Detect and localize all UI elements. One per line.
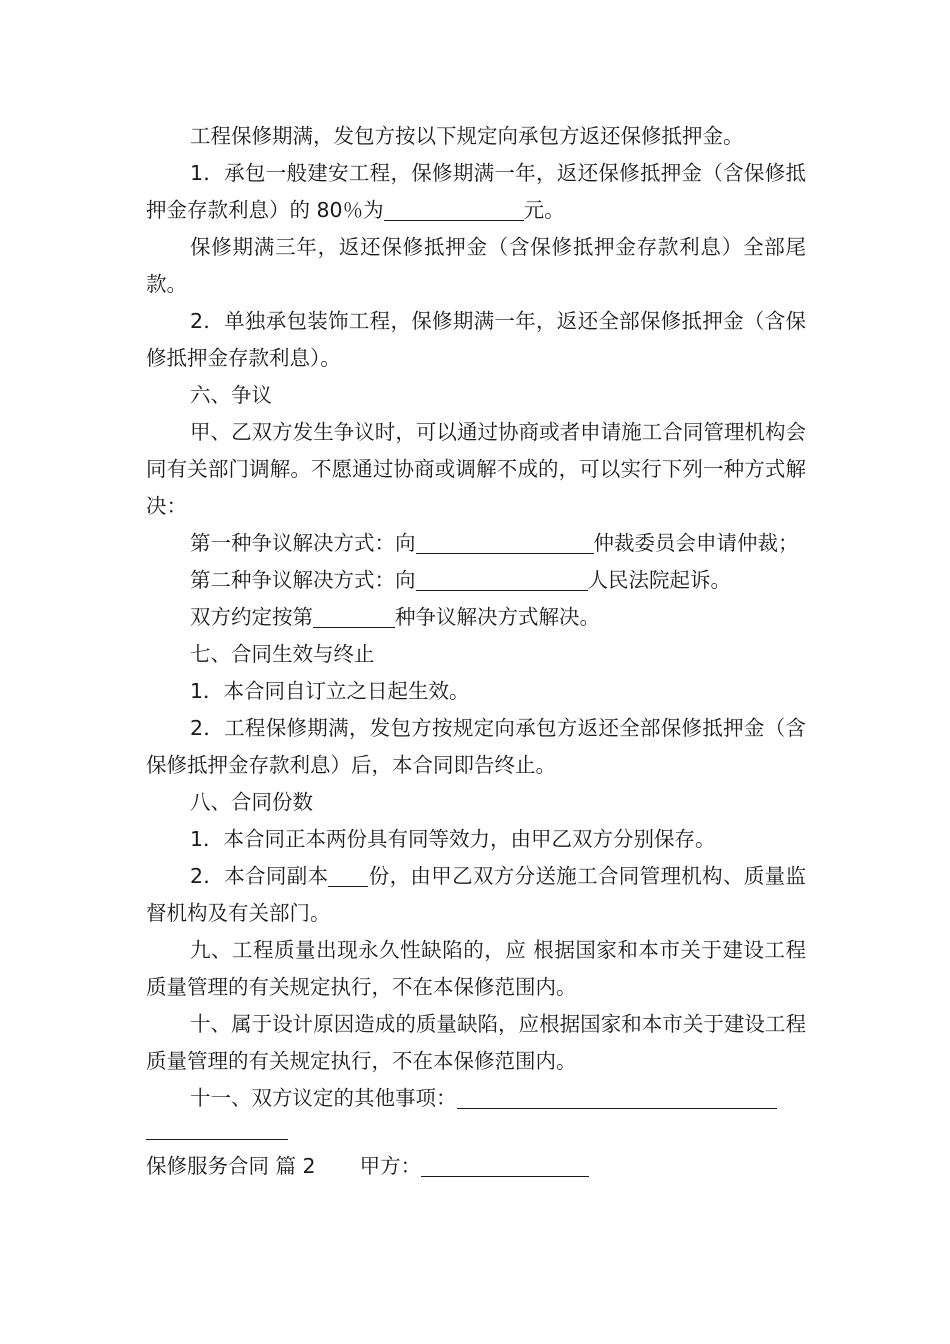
- paragraph-other-matters: [146, 1080, 806, 1117]
- paragraph-design-defect: 十、属于设计原因造成的质量缺陷，应根据国家和本市关于建设工程质量管理的有关规定执行，不在本保修范围内。: [146, 1012, 806, 1073]
- next-contract-header: [146, 1148, 806, 1185]
- contract-title: 保修服务合同 篇 2: [146, 1154, 316, 1178]
- text-segment: 仲裁委员会申请仲裁；: [593, 531, 799, 555]
- method-number-blank[interactable]: [313, 603, 395, 628]
- paragraph-duplicates: [146, 858, 806, 932]
- copies-count-blank[interactable]: [328, 862, 368, 887]
- paragraph-termination: 2．工程保修期满，发包方按规定向承包方返还全部保修抵押金（含保修抵押金存款利息）后，本合同即告终止。: [146, 716, 806, 777]
- text-segment: 十一、双方议定的其他事项：: [190, 1086, 457, 1110]
- paragraph-effective: 1．本合同自订立之日起生效。: [190, 679, 470, 703]
- paragraph-dispute: 甲、乙双方发生争议时，可以通过协商或者申请施工合同管理机构会同有关部门调解。不愿通过协商或调解不成的，可以实行下列一种方式解决：: [146, 420, 806, 518]
- other-matters-continuation-line[interactable]: [146, 1121, 288, 1140]
- text-segment: 双方约定按第: [190, 605, 313, 629]
- section-heading-effect: 七、合同生效与终止: [190, 642, 375, 666]
- party-a-blank[interactable]: [421, 1152, 589, 1177]
- text-segment: 第二种争议解决方式：向: [190, 568, 416, 592]
- section-heading-copies: 八、合同份数: [190, 790, 313, 814]
- text-segment: 人民法院起诉。: [587, 568, 731, 592]
- paragraph-decoration-project: 2．单独承包装饰工程，保修期满一年，返还全部保修抵押金（含保修抵押金存款利息）。: [146, 309, 806, 370]
- paragraph-permanent-defect: 九、工程质量出现永久性缺陷的，应 根据国家和本市关于建设工程质量管理的有关规定执行，不在本保修范围内。: [146, 938, 806, 999]
- paragraph-court: [146, 562, 806, 599]
- paragraph-agreed-method: [146, 599, 806, 636]
- text-segment: 1．承包一般建安工程，保修期满一年，返还保修抵押金（含保修抵押金存款利息）的 80％为: [146, 161, 806, 222]
- text-segment: 第一种争议解决方式：向: [190, 531, 416, 555]
- paragraph-general-project: [146, 155, 806, 229]
- text-segment: 种争议解决方式解决。: [395, 605, 600, 629]
- section-heading-dispute: 六、争议: [190, 383, 272, 407]
- text-segment: 2．本合同副本: [190, 864, 329, 888]
- paragraph-return-deposit: 工程保修期满，发包方按以下规定向承包方返还保修抵押金。: [190, 124, 744, 148]
- document-page: [146, 118, 806, 1185]
- party-a-label: 甲方：: [359, 1154, 422, 1178]
- arbitration-committee-blank[interactable]: [416, 529, 594, 554]
- text-segment: 元。: [523, 198, 565, 222]
- court-blank[interactable]: [416, 566, 588, 591]
- amount-blank[interactable]: [384, 196, 524, 221]
- paragraph-three-years: 保修期满三年，返还保修抵押金（含保修抵押金存款利息）全部尾款。: [146, 235, 806, 296]
- paragraph-arbitration: [146, 525, 806, 562]
- paragraph-originals: 1．本合同正本两份具有同等效力，由甲乙双方分别保存。: [190, 827, 716, 851]
- text-segment: 份，由甲乙双方分送施工合同管理机构、质量监督机构及有关部门。: [146, 864, 806, 925]
- other-matters-blank[interactable]: [457, 1084, 777, 1109]
